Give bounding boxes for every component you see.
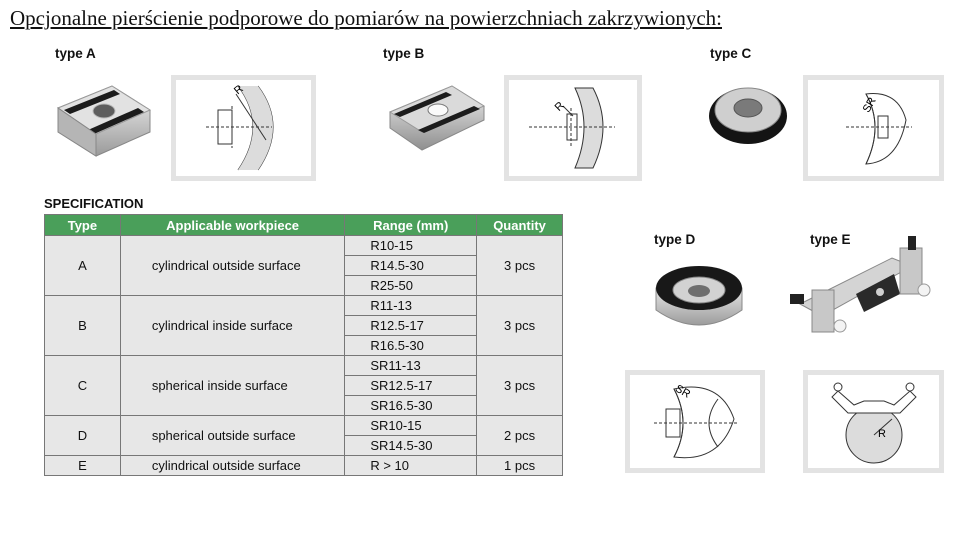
table-header-row [45,215,563,236]
range-cell: SR16.5-30 [345,396,477,416]
type-e-photo [782,232,942,347]
type-a-diagram [171,75,316,181]
range-cell: R > 10 [345,456,477,476]
type-c-label: type C [710,46,752,61]
type-a-label: type A [55,46,96,61]
quantity-cell: 3 pcs [477,236,563,296]
workpiece-cell: spherical inside surface [120,356,345,416]
type-cell: D [45,416,121,456]
range-cell: R25-50 [345,276,477,296]
type-cell: A [45,236,121,296]
type-b-label: type B [383,46,425,61]
type-e-diagram [803,370,944,473]
type-a-photo [52,80,154,167]
page-title: Opcjonalne pierścienie podporowe do pomiarów na powierzchniach zakrzywionych: [10,6,722,30]
table-row [45,356,563,376]
type-b-radius-mark: R [552,99,567,114]
type-d-label: type D [654,232,696,247]
quantity-cell: 1 pcs [477,456,563,476]
workpiece-cell: cylindrical inside surface [120,296,345,356]
type-c-photo [706,76,790,153]
type-e-radius-mark: R [878,428,886,440]
type-d-radius-mark: SR [673,382,693,401]
range-cell: R14.5-30 [345,256,477,276]
col-header-type: Type [45,215,121,236]
col-header-quantity: Quantity [477,215,563,236]
table-row [45,416,563,436]
col-header-range: Range (mm) [345,215,477,236]
range-cell: R16.5-30 [345,336,477,356]
type-a-radius-mark: R [231,82,246,98]
workpiece-cell: cylindrical outside surface [120,456,345,476]
range-cell: SR11-13 [345,356,477,376]
specification-heading: SPECIFICATION [44,196,144,211]
type-e-label: type E [810,232,851,247]
table-row [45,236,563,256]
type-cell: B [45,296,121,356]
range-cell: SR10-15 [345,416,477,436]
range-cell: R10-15 [345,236,477,256]
range-cell: R12.5-17 [345,316,477,336]
type-cell: C [45,356,121,416]
type-d-photo [652,258,746,343]
quantity-cell: 2 pcs [477,416,563,456]
type-cell: E [45,456,121,476]
type-d-diagram [625,370,765,473]
quantity-cell: 3 pcs [477,356,563,416]
table-row [45,296,563,316]
type-b-photo [386,80,488,163]
specification-table [44,214,563,476]
type-b-diagram [504,75,642,181]
table-row [45,456,563,476]
range-cell: R11-13 [345,296,477,316]
type-c-radius-mark: SR [860,95,879,115]
range-cell: SR14.5-30 [345,436,477,456]
workpiece-cell: cylindrical outside surface [120,236,345,296]
range-cell: SR12.5-17 [345,376,477,396]
workpiece-cell: spherical outside surface [120,416,345,456]
type-c-diagram [803,75,944,181]
col-header-workpiece: Applicable workpiece [120,215,345,236]
quantity-cell: 3 pcs [477,296,563,356]
